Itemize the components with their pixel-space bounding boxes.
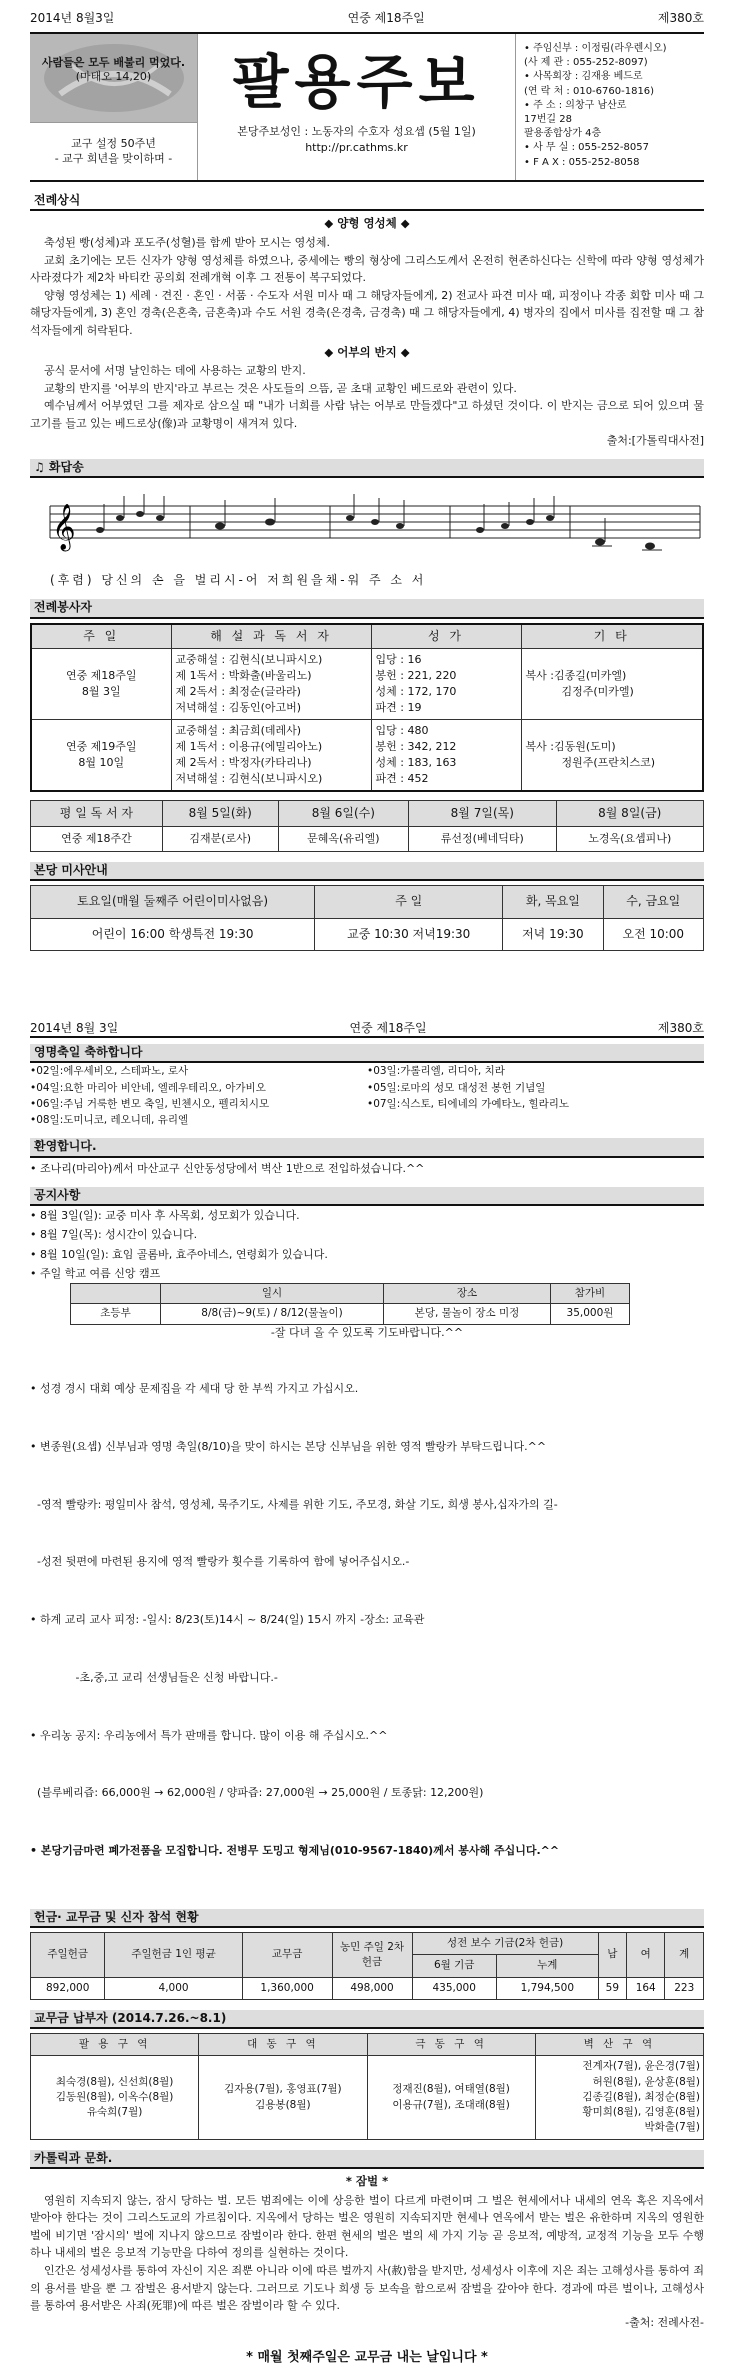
- list-item: -영적 빨랑카: 평일미사 참석, 영성체, 묵주기도, 사제를 위한 기도, 주모경, 화살 기도, 희생 봉사,십자가의 길-: [30, 1497, 558, 1511]
- column-header: 여: [626, 1933, 664, 1977]
- notice-list-2: [30, 1341, 704, 1899]
- reader-line: 교중해설 : 김현식(보니파시오): [175, 653, 323, 667]
- dues-entry: 최숙경(8월), 신선희(8월): [55, 2075, 174, 2088]
- hymn-heading: ♫ 화답송: [30, 459, 704, 478]
- table-cell: 8/8(금)~9(토) / 8/12(물놀이): [161, 1304, 384, 1324]
- list-item: •03일:가롤리엘, 리디아, 치라: [367, 1065, 505, 1078]
- issue-date: 2014년 8월3일: [30, 11, 115, 25]
- column-header: 참가비: [550, 1284, 629, 1304]
- verse-reference: (마태오 14,20): [75, 70, 152, 84]
- list-item: • 8월 7일(목): 성시간이 있습니다.: [30, 1228, 198, 1242]
- feast-list: [30, 1063, 704, 1128]
- weekday-readers-table: [30, 800, 704, 852]
- dues-entry: 김동원(8월), 이옥수(8월): [55, 2090, 174, 2103]
- table-cell: 김재분(로사): [162, 827, 278, 852]
- table-row: [31, 1977, 704, 1999]
- hymn-number: 입당 : 16: [375, 653, 422, 667]
- table-cell: 498,000: [332, 1977, 412, 1999]
- article-paragraph: 인간은 성세성사를 통하여 자신이 지은 죄뿐 아니라 이에 따른 벌까지 사(赦)함을 받지만, 성세성사 이후에 지은 죄는 고해성사를 통하여 죄의 용서를 받을 뿐 그 잠벌은 용서받지 않는다. 그러므로 기도나 희생 등 보속을 함으로써 잠벌을 갚아야 한다. 경과에 따른 벌이나, 고해성사를 통하여 용서받은 사죄(死罪)에 따른 벌은 잠벌이라 할 수 있다.: [30, 2263, 704, 2313]
- table-cell: 교중 10:30 저녁19:30: [315, 918, 503, 950]
- info-line: • 주 소 : 의창구 남산로: [524, 99, 627, 111]
- info-line: • 사 무 실 : 055-252-8057: [524, 142, 649, 154]
- info-line: (연 락 처 : 010-6760-1816): [524, 85, 655, 97]
- hymn-number: 봉헌 : 221, 220: [375, 669, 457, 683]
- list-item: •06일:주님 거룩한 변모 축일, 빈첸시오, 펠리치시모: [30, 1097, 270, 1110]
- dues-heading: 교무금 납부자 (2014.7.26.~8.1): [30, 2010, 704, 2029]
- article-source: -출처: 전례사전-: [625, 2315, 704, 2329]
- table-cell: 164: [626, 1977, 664, 1999]
- sunday-name: 연중 제18주일: [65, 669, 137, 683]
- column-header: 주일헌금 1인 평균: [105, 1933, 242, 1977]
- liturgy-source: 출처:[가톨릭대사전]: [606, 433, 704, 447]
- list-item: •07일:식스토, 티에네의 가예타노, 힐라리노: [367, 1097, 570, 1110]
- camp-table: [70, 1283, 630, 1324]
- column-header: 대 동 구 역: [199, 2034, 367, 2056]
- column-header: [71, 1284, 161, 1304]
- reader-line: 저녁해설 : 김동인(아고버): [175, 700, 302, 714]
- liturgy-paragraph: 교황의 반지를 '어부의 반지'라고 부르는 것은 사도들의 으뜸, 곧 초대 교황인 베드로와 관련이 있다.: [44, 381, 517, 395]
- bulletin-title: 팔용주보: [232, 48, 481, 116]
- hymn-lyrics: (후렴) 당신의 손 을 벌리시-어 저희원을채-워 주 소 서: [50, 573, 427, 587]
- finance-table: [30, 1932, 704, 2000]
- table-cell: 노경옥(요셉피나): [556, 827, 703, 852]
- dues-entry: 전계자(7월), 윤은경(7월): [582, 2060, 700, 2073]
- list-item: (블루베리즙: 66,000원 → 62,000원 / 양파즙: 27,000원 → 25,000원 / 토종닭: 12,200원): [30, 1786, 484, 1800]
- issue-date: 2014년 8월 3일: [30, 1021, 119, 1035]
- info-line: 팔용종합상가 4층: [524, 128, 602, 140]
- table-cell: 1,794,500: [496, 1977, 598, 1999]
- column-header: 극 동 구 역: [367, 2034, 535, 2056]
- list-item: • 하계 교리 교사 피정: -일시: 8/23(토)14시 ~ 8/24(일) 15시 까지 -장소: 교육관: [30, 1613, 425, 1627]
- column-header: 일시: [161, 1284, 384, 1304]
- table-row: [31, 918, 704, 950]
- column-header: 농민 주일 2차 헌금: [332, 1933, 412, 1977]
- list-item: •08일:도미니코, 레오니데, 유리엘: [30, 1114, 189, 1127]
- reader-line: 저녁해설 : 김현식(보니파시오): [175, 771, 323, 785]
- reader-line: 제 2독서 : 박정자(카타리나): [175, 755, 312, 769]
- verse-box: [30, 56, 197, 85]
- table-cell: 문혜옥(유리엘): [278, 827, 408, 852]
- welcome-heading: 환영합니다.: [30, 1138, 704, 1157]
- dues-entry: 허원(8월), 윤상훈(8월): [592, 2075, 700, 2088]
- altar-server: 김정주(미카엘): [561, 685, 634, 699]
- table-cell: 892,000: [31, 1977, 105, 1999]
- table-cell: 어린이 16:00 학생특전 19:30: [31, 918, 315, 950]
- dues-entry: 정재진(8월), 여태열(8월): [392, 2083, 510, 2096]
- list-item: • 우리농 공지: 우리농에서 특가 판매를 합니다. 많이 이용 해 주십시오.^^: [30, 1728, 388, 1742]
- article-title: * 잠벌 *: [345, 2173, 389, 2188]
- info-line: 17번길 28: [524, 113, 572, 125]
- table-cell: 223: [665, 1977, 704, 1999]
- list-item: •02일:에우세비오, 스테파노, 로사: [30, 1065, 189, 1078]
- music-notation-icon: [30, 482, 704, 578]
- column-header: 6월 기금: [412, 1955, 496, 1977]
- page-header: [30, 1010, 704, 1038]
- camp-note: -잘 다녀 올 수 있도록 기도바랍니다.^^: [270, 1325, 464, 1339]
- hymn-number: 성체 : 172, 170: [375, 685, 457, 699]
- column-header: 수, 금요일: [603, 886, 703, 918]
- masthead: [30, 32, 704, 182]
- altar-server: 복사 :김동원(도미): [525, 739, 616, 753]
- hymn-number: 봉헌 : 342, 212: [375, 739, 457, 753]
- column-header: 벽 산 구 역: [535, 2034, 703, 2056]
- table-cell: 본당, 물놀이 장소 미정: [384, 1304, 551, 1324]
- column-header: 8월 7일(목): [409, 800, 556, 826]
- page-header: [30, 0, 704, 28]
- ring-title: ◆ 어부의 반지 ◆: [324, 344, 410, 359]
- table-cell: 저녁 19:30: [503, 918, 603, 950]
- info-line: • 사목회장 : 김재용 베드로: [524, 71, 643, 83]
- mass-schedule-table: [30, 885, 704, 951]
- liturgy-paragraph: 예수님께서 어부였던 그를 제자로 삼으실 때 "내가 너희를 사람 낚는 어부로 만들겠다"고 하셨던 것이다. 이 반지는 금으로 되어 있으며 물고기를 들고 있는 베드로상(像)과 교황명이 새겨져 있다.: [30, 399, 704, 431]
- column-header: 주 일: [315, 886, 503, 918]
- dues-table: [30, 2033, 704, 2139]
- table-cell: 435,000: [412, 1977, 496, 1999]
- table-row: [31, 827, 704, 852]
- column-header: 8월 8일(금): [556, 800, 703, 826]
- list-item: -성전 뒷편에 마련된 용지에 영적 빨랑카 횟수를 기록하여 함에 넣어주십시오.-: [30, 1555, 410, 1569]
- table-cell: 4,000: [105, 1977, 242, 1999]
- servers-heading: 전례봉사자: [30, 599, 704, 618]
- liturgical-week: 연중 제18주일: [349, 1021, 427, 1035]
- dues-entry: 김자용(7월), 홍영표(7월): [224, 2083, 342, 2096]
- sunday-name: 연중 제19주일: [65, 739, 137, 753]
- table-cell: 오전 10:00: [603, 918, 703, 950]
- info-line: (사 제 관 : 055-252-8097): [524, 57, 648, 69]
- column-header: 남: [598, 1933, 626, 1977]
- sunday-date: 8월 3일: [81, 685, 121, 699]
- table-header-row: [31, 2034, 704, 2056]
- table-cell: 1,360,000: [242, 1977, 332, 1999]
- issue-number: 제380호: [657, 1021, 704, 1035]
- footer-notice: * 매월 첫째주일은 교무금 내는 날입니다 *: [246, 2349, 488, 2365]
- column-header: 교무금: [242, 1933, 332, 1977]
- masthead-left: [30, 34, 198, 180]
- finance-heading: 헌금· 교무금 및 신자 참석 현황: [30, 1909, 704, 1928]
- dues-entry: 김종길(8월), 최정순(8월): [582, 2090, 700, 2103]
- verse-text: 사람들은 모두 배불리 먹었다.: [41, 56, 186, 69]
- parish-url[interactable]: http://pr.cathms.kr: [305, 140, 408, 154]
- dues-entry: 황미희(8월), 김영훈(8월): [582, 2106, 700, 2119]
- table-row: [31, 2056, 704, 2139]
- list-item: • 8월 3일(일): 교중 미사 후 사목회, 성모회가 있습니다.: [30, 1209, 300, 1223]
- hymn-number: 성체 : 183, 163: [375, 755, 457, 769]
- list-item: -초,중,고 교리 선생님들은 신청 바랍니다.-: [30, 1670, 278, 1684]
- dues-entry: 박화출(7월): [644, 2121, 700, 2134]
- anniversary-banner: [30, 122, 197, 180]
- table-cell: 59: [598, 1977, 626, 1999]
- list-item: • 본당기금마련 폐가전품을 모집합니다. 전병무 도밍고 형제님(010-9567-1840)께서 봉사해 주십니다.^^: [30, 1844, 560, 1858]
- info-line: • 주임신부 : 이정림(라우렌시오): [524, 43, 667, 54]
- patron-saint: 본당주보성인 : 노동자의 수호자 성요셉 (5월 1일): [237, 124, 476, 138]
- liturgy-paragraph: 공식 문서에 서명 날인하는 데에 사용하는 교황의 반지.: [44, 364, 306, 378]
- music-staff: [30, 482, 704, 578]
- masthead-center: [198, 34, 516, 180]
- column-header: 팔 용 구 역: [31, 2034, 199, 2056]
- table-header-row: [31, 624, 703, 649]
- column-header: 8월 6일(수): [278, 800, 408, 826]
- table-cell: 35,000원: [550, 1304, 629, 1324]
- anniversary-line-2: - 교구 희년을 맞이하며 -: [54, 151, 173, 165]
- list-item: • 주일 학교 여름 신앙 캠프: [30, 1266, 161, 1280]
- table-cell: 연중 제18주간: [31, 827, 163, 852]
- catholic-culture-heading: 카톨릭과 문화.: [30, 2150, 704, 2169]
- liturgy-heading: 전례상식: [30, 192, 704, 211]
- contact-info: [516, 34, 704, 180]
- dues-entry: 김용봉(8월): [255, 2098, 311, 2111]
- issue-number: 제380호: [657, 11, 704, 25]
- bulletin-page-2: [0, 1010, 734, 2365]
- reader-line: 제 1독서 : 박화출(바울리노): [175, 669, 312, 683]
- column-header: 화, 목요일: [503, 886, 603, 918]
- table-header-row: [71, 1284, 630, 1304]
- liturgy-paragraph: 양형 영성체는 1) 세례 · 견진 · 혼인 · 서품 · 수도자 서원 미사 때 그 해당자들에게, 2) 전교사 파견 미사 때, 피정이나 각종 회합 미사 때 그 해당자들에게, 3) 혼인 경축(은혼축, 금혼축)과 수도 서원 경축(은경축, 금경축) 때 그 해당자들에게, 4) 병자의 집에서 미사를 집전할 때 그 참석자들에게 허락된다.: [30, 288, 704, 338]
- column-header: 성전 보수 기금(2차 헌금): [412, 1933, 598, 1955]
- reader-line: 교중해설 : 최금희(데레사): [175, 723, 302, 737]
- feast-heading: 영명축일 축하합니다: [30, 1044, 704, 1063]
- liturgical-week: 연중 제18주일: [347, 11, 425, 25]
- sunday-date: 8월 10일: [78, 755, 125, 769]
- list-item: • 8월 10일(일): 효임 골롬바, 효주아네스, 연령회가 있습니다.: [30, 1247, 328, 1261]
- hymn-number: 파견 : 19: [375, 700, 422, 714]
- hymn-number: 입당 : 480: [375, 723, 429, 737]
- column-header: 계: [665, 1933, 704, 1977]
- dues-entry: 유숙희(7월): [86, 2106, 143, 2119]
- hymn-number: 파견 : 452: [375, 771, 429, 785]
- table-row: [31, 649, 703, 720]
- column-header: 누계: [496, 1955, 598, 1977]
- column-header: 8월 5일(화): [162, 800, 278, 826]
- list-item: •05일:로마의 성모 대성전 봉헌 기념일: [367, 1081, 546, 1094]
- table-header-row: [31, 800, 704, 826]
- table-header-row: [31, 886, 704, 918]
- communion-title: ◆ 양형 영성체 ◆: [324, 216, 410, 231]
- column-header: 장소: [384, 1284, 551, 1304]
- list-item: •04일:요한 마리아 비안네, 엘레우테리오, 아가비오: [30, 1081, 266, 1094]
- column-header: 주일헌금: [31, 1933, 105, 1977]
- table-cell: 초등부: [71, 1304, 161, 1324]
- notice-list: [30, 1206, 704, 1283]
- column-header: 주 일: [31, 624, 171, 649]
- reader-line: 제 1독서 : 이용규(에밀리아노): [175, 739, 323, 753]
- mass-heading: 본당 미사안내: [30, 862, 704, 881]
- table-row: [71, 1304, 630, 1324]
- liturgy-paragraph: 축성된 빵(성체)과 포도주(성혈)를 함께 받아 모시는 영성체.: [44, 236, 331, 250]
- column-header: 토요일(매월 둘째주 어린이미사없음): [31, 886, 315, 918]
- dues-entry: 이용규(7월), 조대래(8월): [392, 2098, 510, 2111]
- list-item: • 성경 경시 대회 예상 문제집을 각 세대 당 한 부씩 가지고 가십시오.: [30, 1382, 359, 1396]
- info-line: • F A X : 055-252-8058: [524, 156, 640, 168]
- welcome-text: • 조나리(마리아)께서 마산교구 신안동성당에서 벽산 1반으로 전입하셨습니다.^^: [30, 1161, 425, 1175]
- table-header-row: [31, 1933, 704, 1955]
- column-header: 기 타: [521, 624, 703, 649]
- servers-table: [30, 623, 704, 792]
- parish-logo: [30, 34, 197, 122]
- svg-text:𝄞: 𝄞: [52, 504, 76, 550]
- reader-line: 제 2독서 : 최정순(글라라): [175, 685, 301, 699]
- anniversary-line-1: 교구 설정 50주년: [71, 137, 156, 150]
- bulletin-page-1: [0, 0, 734, 1000]
- altar-server: 정원주(프란치스코): [561, 755, 656, 769]
- column-header: 성 가: [371, 624, 521, 649]
- liturgy-paragraph: 교회 초기에는 모든 신자가 양형 영성체를 하였으나, 중세에는 빵의 형상에 그리스도께서 온전히 현존하신다는 신학에 따라 양형 영성체가 사라졌다가 제2차 바티칸 공의회 전례개혁 이후 그 전통이 복구되었다.: [30, 253, 704, 285]
- altar-server: 복사 :김종길(미카엘): [525, 669, 627, 683]
- column-header: 평 일 독 서 자: [31, 800, 163, 826]
- table-cell: 류선정(베네딕타): [409, 827, 556, 852]
- article-paragraph: 영원히 지속되지 않는, 잠시 당하는 벌. 모든 범죄에는 이에 상응한 벌이 다르게 마련이며 그 벌은 현세에서나 내세의 연옥 혹은 지옥에서 받아야 한다는 것이 그리스도교의 가르침이다. 지옥에서 당하는 벌은 영원히 지속되지만 현세나 연옥에서 받는 벌은 유한하며 지옥의 영원한 벌에 비기면 '잠시의' 벌에 지나지 않으므로 잠벌이라 한다. 한편 현세의 벌은 벌의 세 가지 기능 곧 응보적, 예방적, 교정적 기능을 모두 수행하나 내세의 벌은 응보적 기능만을 다하여 정의를 실현하는 것이다.: [30, 2193, 704, 2260]
- list-item: • 변종원(요셉) 신부님과 영명 축일(8/10)을 맞이 하시는 본당 신부님을 위한 영적 빨랑카 부탁드립니다.^^: [30, 1439, 547, 1453]
- column-header: 해 설 과 독 서 자: [171, 624, 371, 649]
- table-row: [31, 719, 703, 790]
- notice-heading: 공지사항: [30, 1187, 704, 1206]
